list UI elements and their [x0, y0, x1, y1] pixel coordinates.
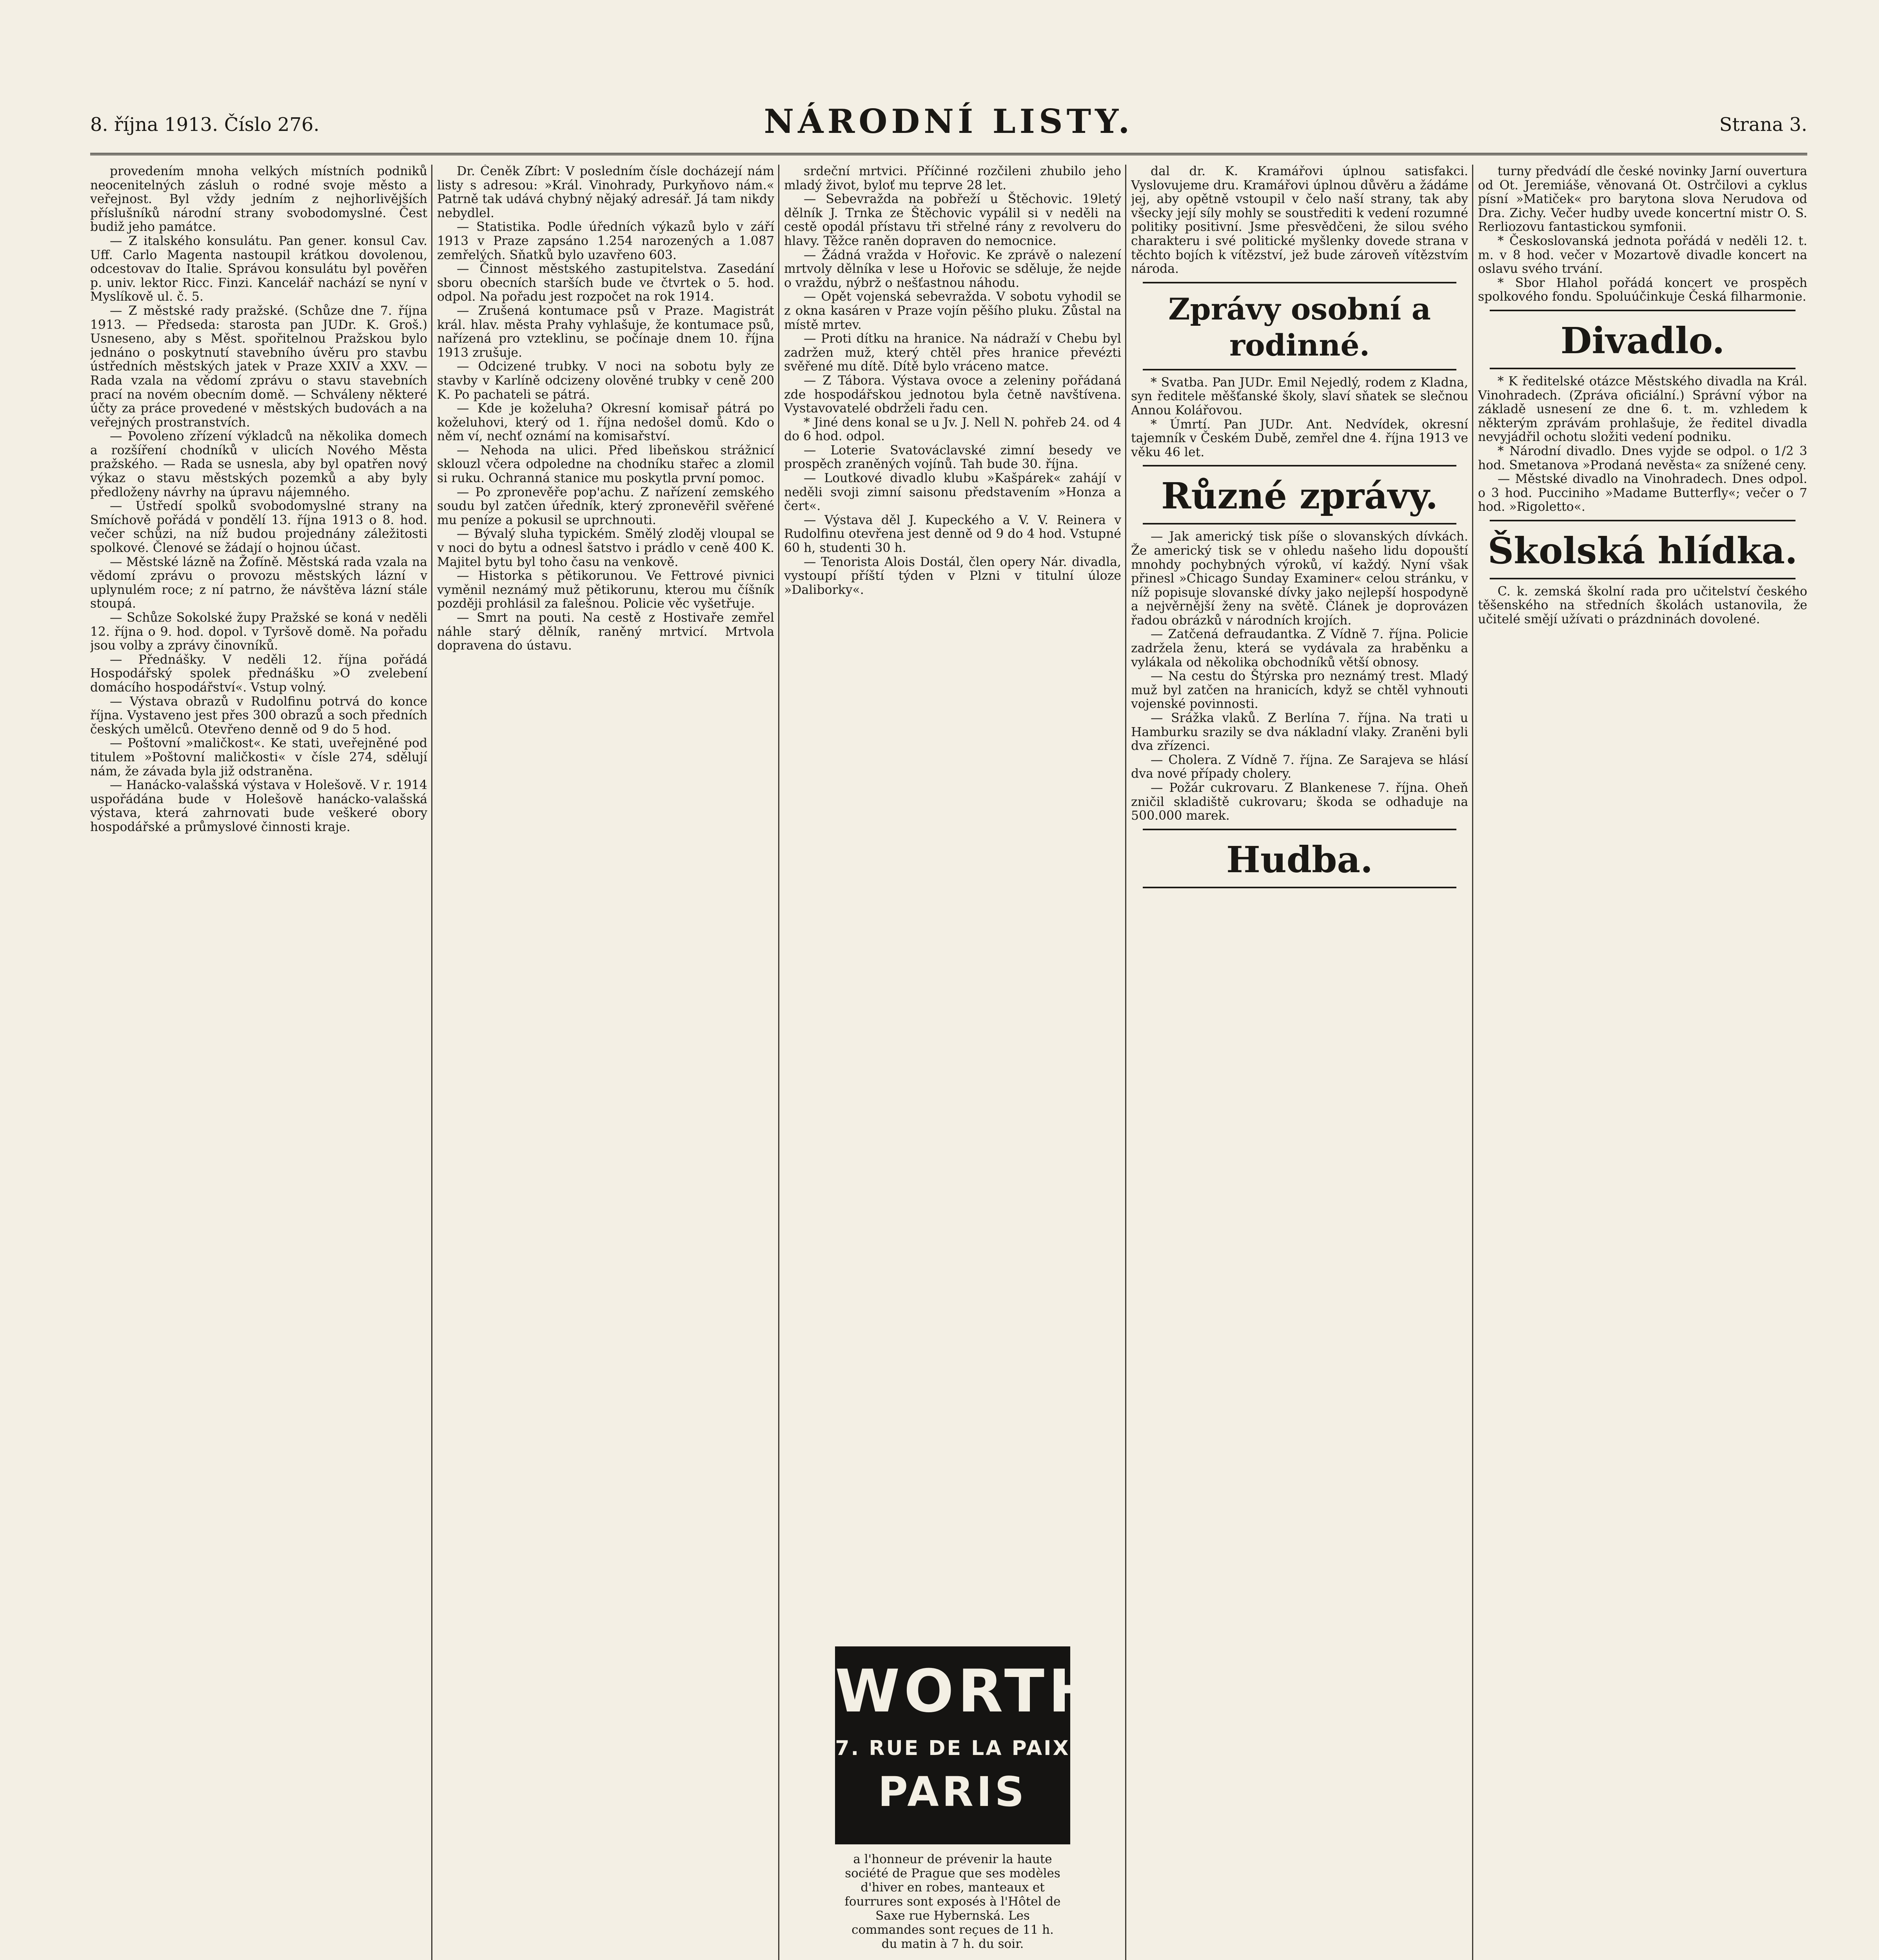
- section-rule: [1143, 887, 1456, 888]
- section-rule: [1143, 369, 1456, 370]
- article-paragraph: — Požár cukrovaru. Z Blankenese 7. října. Oheň zničil skladiště cukrovaru; škoda se odhaduje na 500.000 marek.: [1131, 781, 1468, 823]
- article-paragraph: — Historka s pětikorunou. Ve Fettrové pivnici vyměnil neznámý muž pětikorunu, kterou mu číšník později prohlásil za falešnou. Policie věc vyšetřuje.: [437, 569, 774, 611]
- article-paragraph: — Přednášky. V neděli 12. října pořádá Hospodářský spolek přednášku »O zvelebení domácího hospodářství«. Vstup volný.: [90, 652, 427, 695]
- article-paragraph: — Na cestu do Štýrska pro neznámý trest. Mladý muž byl zatčen na hranicích, když se chtěl vyhnouti vojenské povinnosti.: [1131, 669, 1468, 711]
- column-5: [1478, 165, 1807, 1960]
- article-paragraph: — Loutkové divadlo klubu »Kašpárek« zahájí v neděli svoji zimní saisonu představením »Honza a čert«.: [784, 471, 1121, 514]
- article-paragraph: — Po zpronevěře pop'achu. Z nařízení zemského soudu byl zatčen úředník, který zpronevěřil svěřené mu peníze a pokusil se uprchnouti.: [437, 485, 774, 527]
- article-paragraph: — Loterie Svatováclavské zimní besedy ve prospěch zraněných vojínů. Tah bude 30. října.: [784, 443, 1121, 472]
- article-paragraph: * Svatba. Pan JUDr. Emil Nejedlý, rodem z Kladna, syn ředitele měšťanské školy, slaví sňatek se slečnou Annou Kolářovou.: [1131, 375, 1468, 417]
- article-paragraph: — Srážka vlaků. Z Berlína 7. října. Na trati u Hamburku srazily se dva nákladní vlaky. Zraněni byli dva zřízenci.: [1131, 711, 1468, 753]
- ad-address: 7. RUE DE LA PAIX: [835, 1737, 1070, 1760]
- article-paragraph: — Povoleno zřízení výkladců na několika domech a rozšíření chodníků v ulicích Nového Města pražského. — Rada se usnesla, aby byl opatřen nový výkaz o stavu městských pozemků a aby byly předloženy návrhy na úpravu nájemného.: [90, 429, 427, 499]
- article-paragraph: * K ředitelské otázce Městského divadla na Král. Vinohradech. (Zpráva oficiální.) Správní výbor na základě usnesení ze dne 6. t. m. vzhledem k některým zprávám prohlašuje, že ředitel divadla nevyjádřil ochotu složiti vedení podniku.: [1478, 374, 1807, 445]
- column-4: [1131, 165, 1468, 1960]
- issue-date: 8. října 1913. Číslo 276.: [90, 114, 320, 136]
- article-paragraph: * Českoslovanská jednota pořádá v neděli 12. t. m. v 8 hod. večer v Mozartově divadle koncert na oslavu svého trvání.: [1478, 234, 1807, 276]
- article-paragraph: — Zatčená defraudantka. Z Vídně 7. října. Policie zadržela ženu, která se vydávala za hraběnku a vylákala od několika obchodníků větší obnosy.: [1131, 627, 1468, 670]
- column-divider: [1472, 165, 1473, 1960]
- page-number: Strana 3.: [1719, 114, 1807, 136]
- section-rule: [1143, 523, 1456, 524]
- article-paragraph: — Opět vojenská sebevražda. V sobotu vyhodil se z okna kasáren v Praze vojín pěšího pluku. Zůstal na místě mrtev.: [784, 290, 1121, 332]
- article-paragraph: — Výstava děl J. Kupeckého a V. V. Reinera v Rudolfinu otevřena jest denně od 9 do 4 hod. Vstupné 60 h, studenti 30 h.: [784, 513, 1121, 555]
- article-paragraph: — Městské divadlo na Vinohradech. Dnes odpol. o 3 hod. Pucciniho »Madame Butterfly«; večer o 7 hod. »Rigoletto«.: [1478, 472, 1807, 514]
- section-title-music: Hudba.: [1226, 838, 1373, 881]
- article-paragraph: turny předvádí dle české novinky Jarní ouvertura od Ot. Jeremiáše, věnovaná Ot. Ostrčilovi a cyklus písní »Matiček« pro barytona slova Nerudova od Dra. Zichy. Večer hudby uvede koncertní mistr O. S. Rerliozovu fantastickou symfonii.: [1478, 165, 1807, 234]
- article-paragraph: — Hanácko-valašská výstava v Holešově. V r. 1914 uspořádána bude v Holešově hanácko-valašská výstava, která zahrnovati bude veškeré obory hospodářské a průmyslové činnosti kraje.: [90, 778, 427, 834]
- article-paragraph: — Zrušená kontumace psů v Praze. Magistrát král. hlav. města Prahy vyhlašuje, že kontumace psů, nařízená pro vzteklinu, se počínaje dnem 10. října 1913 zrušuje.: [437, 303, 774, 360]
- article-paragraph: Dr. Čeněk Zíbrt: V posledním čísle docházejí nám listy s adresou: »Král. Vinohrady, Purkyňovo nám.« Patrně tak udává chybný nějaký adresář. Já tam nikdy nebydlel.: [437, 165, 774, 220]
- masthead-title: NÁRODNÍ LISTY.: [764, 102, 1134, 141]
- article-paragraph: — Výstava obrazů v Rudolfinu potrvá do konce října. Vystaveno jest přes 300 obrazů a soch předních českých umělců. Otevřeno denně od 9 do 5 hod.: [90, 694, 427, 737]
- column-3: [784, 165, 1121, 1639]
- column-divider: [1125, 165, 1126, 1960]
- article-paragraph: — Městské lázně na Žofíně. Městská rada vzala na vědomí zprávu o provozu městských lázní v uplynulém roce; z ní patrno, že návštěva lázní stále stoupá.: [90, 555, 427, 611]
- article-paragraph: * Jiné dens konal se u Jv. J. Nell N. pohřeb 24. od 4 do 6 hod. odpol.: [784, 415, 1121, 444]
- article-paragraph: — Z Tábora. Výstava ovoce a zeleniny pořádaná zde hospodářskou jednotou byla četně navštívena. Vystavovatelé obdrželi řadu cen.: [784, 373, 1121, 416]
- ad-box: [835, 1646, 1102, 1844]
- column-2: [437, 165, 774, 1960]
- article-paragraph: — Poštovní »maličkost«. Ke stati, uveřejněné pod titulem »Poštovní maličkosti« v čísle 274, sdělují nám, že závada byla již odstraněna.: [90, 736, 427, 779]
- article-paragraph: — Cholera. Z Vídně 7. října. Ze Sarajeva se hlásí dva nové případy cholery.: [1131, 753, 1468, 781]
- article-paragraph: — Žádná vražda v Hořovic. Ke zprávě o nalezení mrtvoly dělníka v lese u Hořovic se sděluje, že nejde o vraždu, nýbrž o nešťastnou náhodu.: [784, 248, 1121, 290]
- section-rule: [1143, 282, 1456, 283]
- ad-brand: WORTH: [835, 1657, 1102, 1726]
- article-paragraph: — Sebevražda na pobřeží u Štěchovic. 19letý dělník J. Trnka ze Štěchovic vypálil si v neděli na cestě opodál přístavu tři střelné rány z revolveru do hlavy. Těžce raněn dopraven do nemocnice.: [784, 192, 1121, 248]
- worth-advertisement: [835, 1646, 1102, 1952]
- section-title-theatre: Divadlo.: [1560, 319, 1725, 362]
- article-paragraph: — Smrt na pouti. Na cestě z Hostivaře zemřel náhle starý dělník, raněný mrtvicí. Mrtvola dopravena do ústavu.: [437, 611, 774, 653]
- section-rule: [1490, 578, 1795, 579]
- article-paragraph: — Kde je koželuha? Okresní komisař pátrá po koželuhovi, který od 1. října nedošel domů. Kdo o něm ví, nechť oznámí na komisařství.: [437, 401, 774, 444]
- section-rule: [1490, 368, 1795, 369]
- section-title-school: Školská hlídka.: [1487, 529, 1798, 572]
- article-paragraph: provedením mnoha velkých místních podniků neocenitelných zásluh o rodné svoje město a veřejnost. Byl vždy jedním z nejhorlivějších příslušníků národní strany svobodomyslné. Čest budiž jeho památce.: [90, 165, 427, 234]
- article-paragraph: * Úmrtí. Pan JUDr. Ant. Nedvídek, okresní tajemník v Českém Dubě, zemřel dne 4. října 1913 ve věku 46 let.: [1131, 417, 1468, 459]
- article-paragraph: — Činnost městského zastupitelstva. Zasedání sboru obecních starších bude ve čtvrtek o 5. hod. odpol. Na pořadu jest rozpočet na rok 1914.: [437, 262, 774, 304]
- article-paragraph: — Schůze Sokolské župy Pražské se koná v neděli 12. října o 9. hod. dopol. v Tyršově domě. Na pořadu jsou volby a zprávy činovníků.: [90, 611, 427, 653]
- article-paragraph: — Statistika. Podle úředních výkazů bylo v září 1913 v Praze zapsáno 1.254 narozených a 1.087 zemřelých. Sňatků bylo uzavřeno 603.: [437, 220, 774, 262]
- column-divider: [778, 165, 779, 1960]
- article-paragraph: — Odcizené trubky. V noci na sobotu byly ze stavby v Karlíně odcizeny olověné trubky v ceně 200 K. Po pachateli se pátrá.: [437, 359, 774, 402]
- article-paragraph: * Národní divadlo. Dnes vyjde se odpol. o 1/2 3 hod. Smetanova »Prodaná nevěsta« za snížené ceny.: [1478, 444, 1807, 472]
- article-paragraph: — Ústředí spolků svobodomyslné strany na Smíchově pořádá v pondělí 13. října 1913 o 8. hod. večer schůzi, na níž budou projednány záležitosti spolkové. Členové se žádají o hojnou účast.: [90, 499, 427, 555]
- article-paragraph: — Proti dítku na hranice. Na nádraží v Chebu byl zadržen muž, který chtěl přes hranice převézti svěřené mu dítě. Dítě bylo vráceno matce.: [784, 332, 1121, 374]
- article-paragraph: srdeční mrtvici. Příčinné rozčileni zhubilo jeho mladý život, byloť mu teprve 28 let.: [784, 165, 1121, 192]
- article-paragraph: — Jak americký tisk píše o slovanských dívkách. Že americký tisk se v ohledu našeho lidu dopouští mnohdy pochybných výroků, ví každý. Nyní však přinesl »Chicago Sunday Examiner« celou stránku, v níž popisuje slovanské dívky jako nejlepší hospodyně a nejvěrnější ženy na světě. Článek je doprovázen řadou obrázků v národních krojích.: [1131, 530, 1468, 628]
- column-1: [90, 165, 427, 1960]
- section-title-personal: Zprávy osobní a rodinné.: [1168, 291, 1431, 363]
- article-paragraph: — Z městské rady pražské. (Schůze dne 7. října 1913. — Předseda: starosta pan JUDr. K. Groš.) Usneseno, aby s Měst. spořitelnou Pražskou bylo jednáno o poskytnutí stavebního úvěru pro stavbu ústředních městských jatek v Praze XXIV a XXV. — Rada vzala na vědomí zprávu o stavu stavebních prací na novém obecním domě. — Schváleny některé účty za práce provedené v městských budovách a na veřejných prostranstvích.: [90, 303, 427, 430]
- article-paragraph: dal dr. K. Kramářovi úplnou satisfakci. Vyslovujeme dru. Kramářovi úplnou důvěru a žádáme jej, aby opětně vstoupil v čelo naší strany, tak aby všecky její síly mohly se soustřediti k vedení rozumné politiky positivní. Jsme přesvědčeni, že silou svého charakteru i své politické myšlenky dovede strana v těchto bojích k vítězství, jež bude zároveň vítězstvím národa.: [1131, 165, 1468, 276]
- column-divider: [431, 165, 432, 1960]
- article-paragraph: C. k. zemská školní rada pro učitelství českého těšenského na středních školách ustanovila, že učitelé smějí užívati o prázdninách dovolené.: [1478, 584, 1807, 627]
- article-paragraph: * Sbor Hlahol pořádá koncert ve prospěch spolkového fondu. Spoluúčinkuje Česká filharmonie.: [1478, 276, 1807, 304]
- section-title-various: Různé zprávy.: [1161, 475, 1438, 517]
- article-paragraph: — Bývalý sluha typickém. Smělý zloděj vloupal se v noci do bytu a odnesl šatstvo i prádlo v ceně 400 K. Majitel bytu byl toho času na venkově.: [437, 527, 774, 569]
- ad-note: a l'honneur de prévenir la haute société de Prague que ses modèles d'hiver en robes, manteaux et fourrures sont exposés à l'Hôtel de Saxe rue Hybernská. Les commandes sont reçues de 11 h. du matin à 7 h. du soir.: [844, 1852, 1061, 1951]
- section-rule: [1143, 465, 1456, 466]
- section-rule: [1143, 829, 1456, 830]
- section-rule: [1490, 520, 1795, 521]
- section-rule: [1490, 310, 1795, 311]
- article-paragraph: — Z italského konsulátu. Pan gener. konsul Cav. Uff. Carlo Magenta nastoupil krátkou dovolenou, odcestovav do Italie. Správou konsulátu byl pověřen p. univ. lektor Ricc. Finzi. Kancelář nachází se nyní v Myslíkově ul. č. 5.: [90, 234, 427, 304]
- article-paragraph: — Tenorista Alois Dostál, člen opery Nár. divadla, vystoupí příští týden v Plzni v titulní úloze »Daliborky«.: [784, 555, 1121, 597]
- ad-city: PARIS: [878, 1768, 1028, 1816]
- article-paragraph: — Nehoda na ulici. Před libeňskou strážnicí sklouzl včera odpoledne na chodníku stařec a zlomil si ruku. Ochranná stanice mu poskytla první pomoc.: [437, 443, 774, 486]
- page-header: [90, 98, 1807, 155]
